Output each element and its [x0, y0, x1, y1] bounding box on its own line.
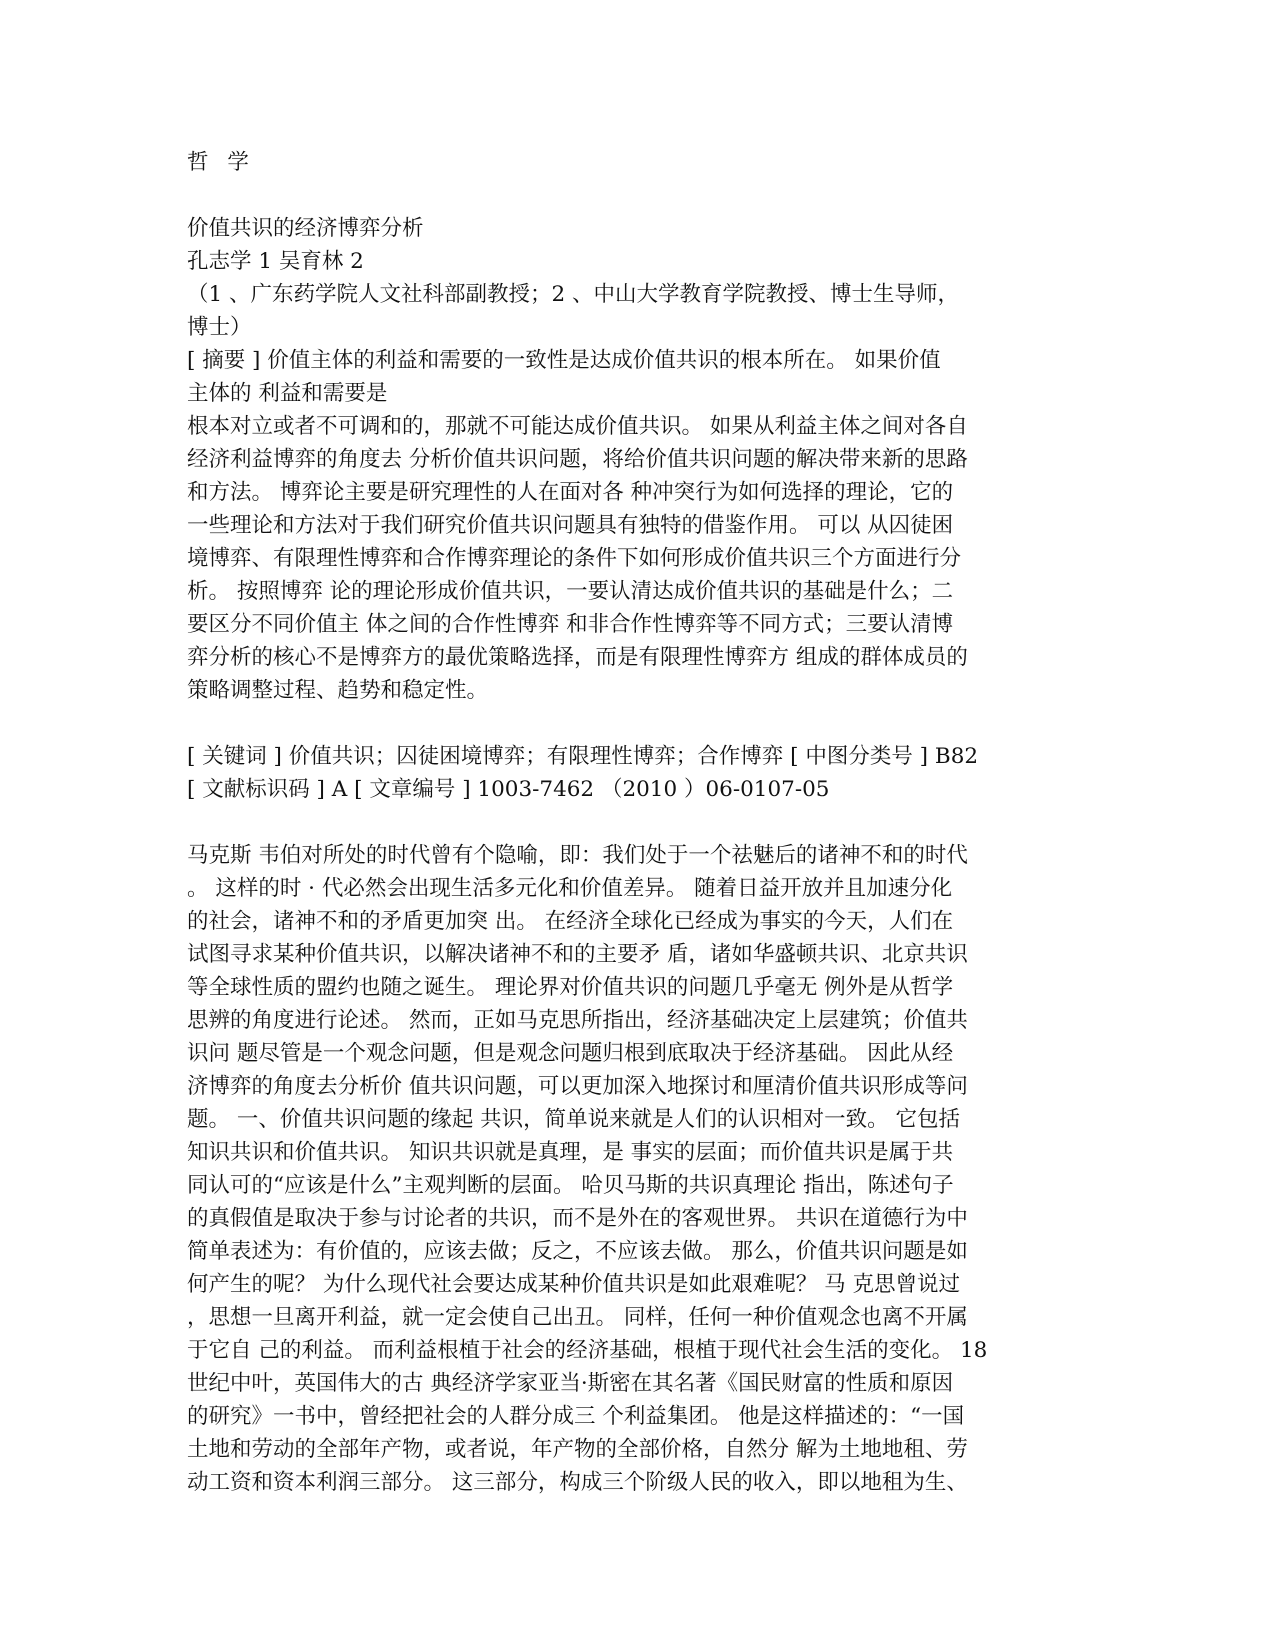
body-line: 土地和劳动的全部年产物，或者说，年产物的全部价格，自然分 解为土地地租、劳	[187, 1437, 968, 1462]
abstract-line: 一些理论和方法对于我们研究价值共识问题具有独特的借鉴作用。 可以 从囚徒困	[187, 513, 954, 538]
body-line: 题。 一、价值共识问题的缘起 共识，简单说来就是人们的认识相对一致。 它包括	[187, 1107, 961, 1132]
body-line: 的研究》一书中，曾经把社会的人群分成三 个利益集团。 他是这样描述的：“一国	[187, 1404, 965, 1429]
abstract-block	[187, 344, 1107, 707]
spacer	[187, 707, 1107, 740]
body-line: 同认可的“应该是什么”主观判断的层面。 哈贝马斯的共识真理论 指出，陈述句子	[187, 1173, 954, 1198]
affiliation-block	[187, 278, 1107, 344]
document-codes-line: [ 文献标识码 ] A [ 文章编号 ] 1003-7462 （2010 ）06-0107-05	[187, 777, 830, 802]
body-line: 济博弈的角度去分析价 值共识问题，可以更加深入地探讨和厘清价值共识形成等问	[187, 1074, 968, 1099]
body-line: 的真假值是取决于参与讨论者的共识，而不是外在的客观世界。 共识在道德行为中	[187, 1206, 968, 1231]
abstract-line: 和方法。 博弈论主要是研究理性的人在面对各 种冲突行为如何选择的理论，它的	[187, 480, 954, 505]
article-title: 价值共识的经济博弈分析	[187, 216, 424, 241]
body-line: 于它自 己的利益。 而利益根植于社会的经济基础，根植于现代社会生活的变化。 18	[187, 1338, 988, 1363]
spacer	[187, 179, 1107, 212]
body-line: 。 这样的时 · 代必然会出现生活多元化和价值差异。 随着日益开放并且加速分化	[187, 876, 953, 901]
affiliation-line: 博士）	[187, 315, 252, 340]
keywords-line: [ 关键词 ] 价值共识；囚徒困境博弈；有限理性博弈；合作博弈 [ 中图分类号 ] B82	[187, 744, 979, 769]
body-line: 知识共识和价值共识。 知识共识就是真理，是 事实的层面；而价值共识是属于共	[187, 1140, 954, 1165]
section-category: 哲 学	[187, 150, 255, 175]
body-line: ，思想一旦离开利益，就一定会使自己出丑。 同样，任何一种价值观念也离不开属	[187, 1305, 968, 1330]
abstract-line: 主体的 利益和需要是	[187, 381, 388, 406]
body-line: 马克斯 韦伯对所处的时代曾有个隐喻，即：我们处于一个祛魅后的诸神不和的时代	[187, 843, 968, 868]
author-line: 孔志学 1 吴育林 2	[187, 249, 364, 274]
abstract-line: 根本对立或者不可调和的，那就不可能达成价值共识。 如果从利益主体之间对各自	[187, 414, 968, 439]
body-line: 识问 题尽管是一个观念问题，但是观念问题归根到底取决于经济基础。 因此从经	[187, 1041, 954, 1066]
page-content	[187, 146, 1107, 1499]
body-line: 世纪中叶，英国伟大的古 典经济学家亚当·斯密在其名著《国民财富的性质和原因	[187, 1371, 954, 1396]
abstract-line: 要区分不同价值主 体之间的合作性博弈 和非合作性博弈等不同方式；三要认清博	[187, 612, 954, 637]
abstract-line: [ 摘要 ] 价值主体的利益和需要的一致性是达成价值共识的根本所在。 如果价值	[187, 348, 941, 373]
body-line: 的社会，诸神不和的矛盾更加突 出。 在经济全球化已经成为事实的今天，人们在	[187, 909, 954, 934]
affiliation-line: （1 、广东药学院人文社科部副教授；2 、中山大学教育学院教授、博士生导师，	[187, 282, 960, 307]
abstract-line: 析。 按照博弈 论的理论形成价值共识，一要认清达成价值共识的基础是什么；二	[187, 579, 954, 604]
body-line: 试图寻求某种价值共识，以解决诸神不和的主要矛 盾，诸如华盛顿共识、北京共识	[187, 942, 968, 967]
keywords-block	[187, 740, 1107, 806]
abstract-line: 经济利益博弈的角度去 分析价值共识问题，将给价值共识问题的解决带来新的思路	[187, 447, 968, 472]
body-line: 动工资和资本利润三部分。 这三部分，构成三个阶级人民的收入，即以地租为生、	[187, 1470, 968, 1495]
body-line: 简单表述为：有价值的，应该去做；反之，不应该去做。 那么，价值共识问题是如	[187, 1239, 968, 1264]
body-line: 何产生的呢？ 为什么现代社会要达成某种价值共识是如此艰难呢？ 马 克思曾说过	[187, 1272, 961, 1297]
abstract-line: 境博弈、有限理性博弈和合作博弈理论的条件下如何形成价值共识三个方面进行分	[187, 546, 962, 571]
abstract-line: 策略调整过程、趋势和稳定性。	[187, 678, 489, 703]
spacer	[187, 806, 1107, 839]
body-line: 等全球性质的盟约也随之诞生。 理论界对价值共识的问题几乎毫无 例外是从哲学	[187, 975, 954, 1000]
body-line: 思辨的角度进行论述。 然而，正如马克思所指出，经济基础决定上层建筑；价值共	[187, 1008, 968, 1033]
abstract-line: 弈分析的核心不是博弈方的最优策略选择，而是有限理性博弈方 组成的群体成员的	[187, 645, 968, 670]
body-text	[187, 839, 1107, 1499]
